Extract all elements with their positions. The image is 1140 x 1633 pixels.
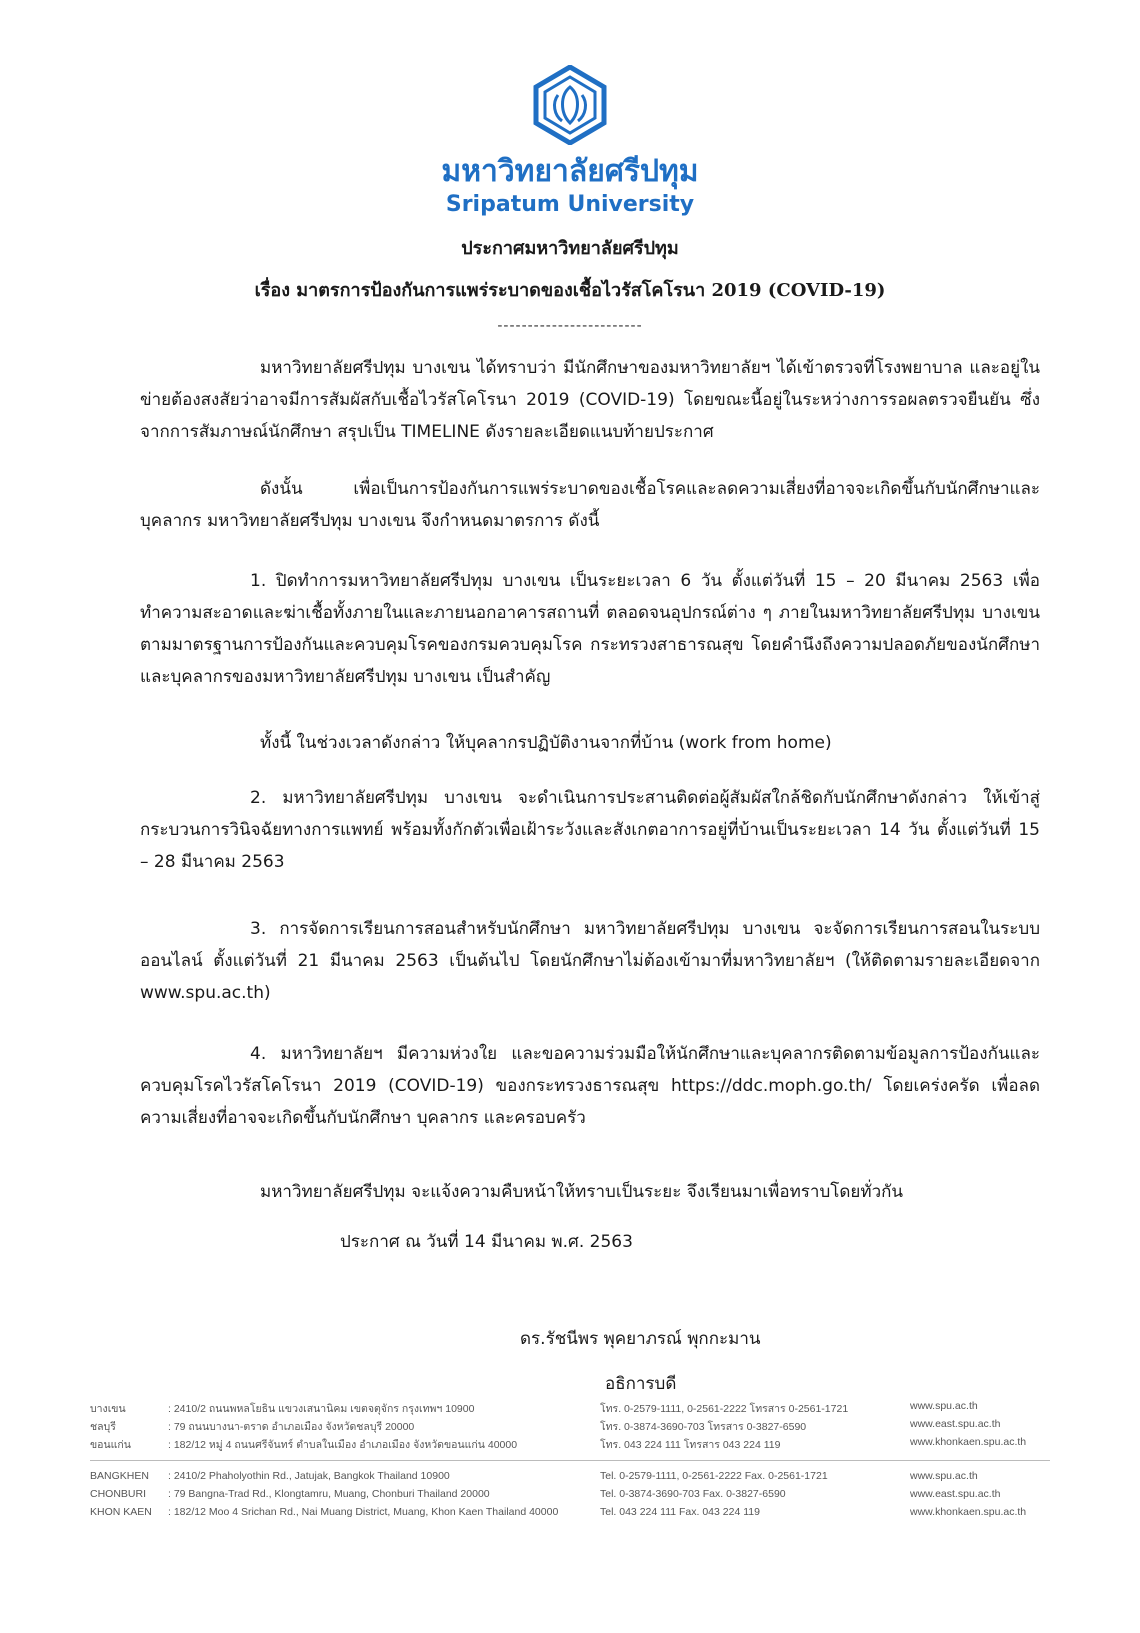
footer-website-link[interactable]: www.east.spu.ac.th [910, 1418, 1001, 1430]
signatory-title: อธิการบดี [605, 1374, 677, 1394]
footer-address: : 79 ถนนบางนา-ตราด อำเภอเมือง จังหวัดชลบุรี 20000 [168, 1421, 415, 1433]
footer-phone: Tel. 043 224 111 Fax. 043 224 119 [600, 1506, 760, 1518]
measure-item-1-note: ทั้งนี้ ในช่วงเวลาดังกล่าว ให้บุคลากรปฏิบัติงานจากที่บ้าน (work from home) [260, 733, 832, 753]
footer-row [90, 1506, 1050, 1524]
university-name-english: Sripatum University [445, 192, 695, 217]
footer-address: : 2410/2 Phaholyothin Rd., Jatujak, Bangkok Thailand 10900 [168, 1470, 450, 1482]
announcement-date: ประกาศ ณ วันที่ 14 มีนาคม พ.ศ. 2563 [340, 1232, 633, 1252]
announcement-subject: เรื่อง มาตรการป้องกันการแพร่ระบาดของเชื้อไวรัสโคโรนา 2019 (COVID-19) [254, 280, 886, 301]
paragraph-closing: มหาวิทยาลัยศรีปทุม จะแจ้งความคืบหน้าให้ทราบเป็นระยะ จึงเรียนมาเพื่อทราบโดยทั่วกัน [260, 1182, 904, 1202]
footer-address: : 182/12 Moo 4 Srichan Rd., Nai Muang District, Muang, Khon Kaen Thailand 40000 [168, 1506, 559, 1518]
footer-campus: ขอนแก่น [90, 1439, 131, 1451]
university-name-thai: มหาวิทยาลัยศรีปทุม [441, 154, 699, 189]
title-divider: ------------------------ [497, 318, 643, 334]
footer-phone: โทร. 043 224 111 โทรสาร 043 224 119 [600, 1439, 781, 1451]
footer-website-link[interactable]: www.khonkaen.spu.ac.th [910, 1436, 1027, 1448]
paragraph-measures-intro: ดังนั้น เพื่อเป็นการป้องกันการแพร่ระบาดของเชื้อโรคและลดความเสี่ยงที่อาจจะเกิดขึ้นกับนักศึกษาและบุคลากร มหาวิทยาลัยศรีปทุม บางเขน จึงกำหนดมาตรการ ดังนี้ [140, 479, 1040, 531]
footer-row [90, 1418, 1050, 1436]
footer-website-link[interactable]: www.spu.ac.th [910, 1470, 978, 1482]
footer-address: : 182/12 หมู่ 4 ถนนศรีจันทร์ ตำบลในเมือง อำเภอเมือง จังหวัดขอนแก่น 40000 [168, 1439, 518, 1451]
announcement-title: ประกาศมหาวิทยาลัยศรีปทุม [461, 238, 679, 259]
footer-address: : 79 Bangna-Trad Rd., Klongtamru, Muang, Chonburi Thailand 20000 [168, 1488, 490, 1500]
footer-row [90, 1470, 1050, 1488]
footer-campus: KHON KAEN [90, 1506, 152, 1518]
footer-website-link[interactable]: www.east.spu.ac.th [910, 1488, 1001, 1500]
measure-item-4: 4. มหาวิทยาลัยฯ มีความห่วงใย และขอความร่วมมือให้นักศึกษาและบุคลากรติดตามข้อมูลการป้องกันและควบคุมโรคไวรัสโคโรนา 2019 (COVID-19) ของกระทรวงธารณสุข https://ddc.moph.go.th/ โดยเคร่งครัด เพื่อลดความเสี่ยงที่อาจจะเกิดขึ้นกับนักศึกษา บุคลากร และครอบครัว [140, 1044, 1040, 1128]
footer-thai-addresses [90, 1400, 1050, 1454]
footer-phone: โทร. 0-3874-3690-703 โทรสาร 0-3827-6590 [600, 1421, 807, 1433]
footer-phone: Tel. 0-3874-3690-703 Fax. 0-3827-6590 [600, 1488, 786, 1500]
measure-item-2: 2. มหาวิทยาลัยศรีปทุม บางเขน จะดำเนินการประสานติดต่อผู้สัมผัสใกล้ชิดกับนักศึกษาดังกล่าว ให้เข้าสู่กระบวนการวินิจฉัยทางการแพทย์ พร้อมทั้งกักตัวเพื่อเฝ้าระวังและสังเกตอาการอยู่ที่บ้านเป็นระยะเวลา 14 วัน ตั้งแต่วันที่ 15 – 28 มีนาคม 2563 [140, 788, 1040, 872]
footer-row [90, 1488, 1050, 1506]
footer-campus: BANGKHEN [90, 1470, 149, 1482]
paragraph-intro: มหาวิทยาลัยศรีปทุม บางเขน ได้ทราบว่า มีนักศึกษาของมหาวิทยาลัยฯ ได้เข้าตรวจที่โรงพยาบาล และอยู่ในข่ายต้องสงสัยว่าอาจมีการสัมผัสกับเชื้อไวรัสโคโรนา 2019 (COVID-19) โดยขณะนี้อยู่ในระหว่างการรอผลตรวจยืนยัน ซึ่งจากการสัมภาษณ์นักศึกษา สรุปเป็น TIMELINE ดังรายละเอียดแนบท้ายประกาศ [140, 358, 1040, 442]
footer-campus: ชลบุรี [90, 1421, 116, 1433]
footer-english-addresses [90, 1470, 1050, 1524]
footer-address: : 2410/2 ถนนพหลโยธิน แขวงเสนานิคม เขตจตุจักร กรุงเทพฯ 10900 [168, 1403, 475, 1415]
sripatum-logo-icon [530, 65, 610, 145]
measure-item-1: 1. ปิดทำการมหาวิทยาลัยศรีปทุม บางเขน เป็นระยะเวลา 6 วัน ตั้งแต่วันที่ 15 – 20 มีนาคม 2563 เพื่อทำความสะอาดและฆ่าเชื้อทั้งภายในและภายนอกอาคารสถานที่ ตลอดจนอุปกรณ์ต่าง ๆ ภายในมหาวิทยาลัยศรีปทุม บางเขน ตามมาตรฐานการป้องกันและควบคุมโรคของกรมควบคุมโรค กระทรวงสาธารณสุข โดยคำนึงถึงความปลอดภัยของนักศึกษาและบุคลากรของมหาวิทยาลัยศรีปทุม บางเขน เป็นสำคัญ [140, 571, 1040, 687]
footer-phone: โทร. 0-2579-1111, 0-2561-2222 โทรสาร 0-2561-1721 [600, 1403, 849, 1415]
footer-divider [90, 1460, 1050, 1461]
footer-campus: CHONBURI [90, 1488, 147, 1500]
signatory-name: ดร.รัชนีพร พุคยาภรณ์ พุกกะมาน [520, 1329, 761, 1349]
footer-phone: Tel. 0-2579-1111, 0-2561-2222 Fax. 0-2561-1721 [600, 1470, 828, 1482]
footer-row [90, 1400, 1050, 1418]
footer-row [90, 1436, 1050, 1454]
footer-campus: บางเขน [90, 1403, 126, 1415]
footer-website-link[interactable]: www.spu.ac.th [910, 1400, 978, 1412]
measure-item-3: 3. การจัดการเรียนการสอนสำหรับนักศึกษา มหาวิทยาลัยศรีปทุม บางเขน จะจัดการเรียนการสอนในระบบออนไลน์ ตั้งแต่วันที่ 21 มีนาคม 2563 เป็นต้นไป โดยนักศึกษาไม่ต้องเข้ามาที่มหาวิทยาลัยฯ (ให้ติดตามรายละเอียดจาก www.spu.ac.th) [140, 919, 1040, 1003]
footer-website-link[interactable]: www.khonkaen.spu.ac.th [910, 1506, 1027, 1518]
